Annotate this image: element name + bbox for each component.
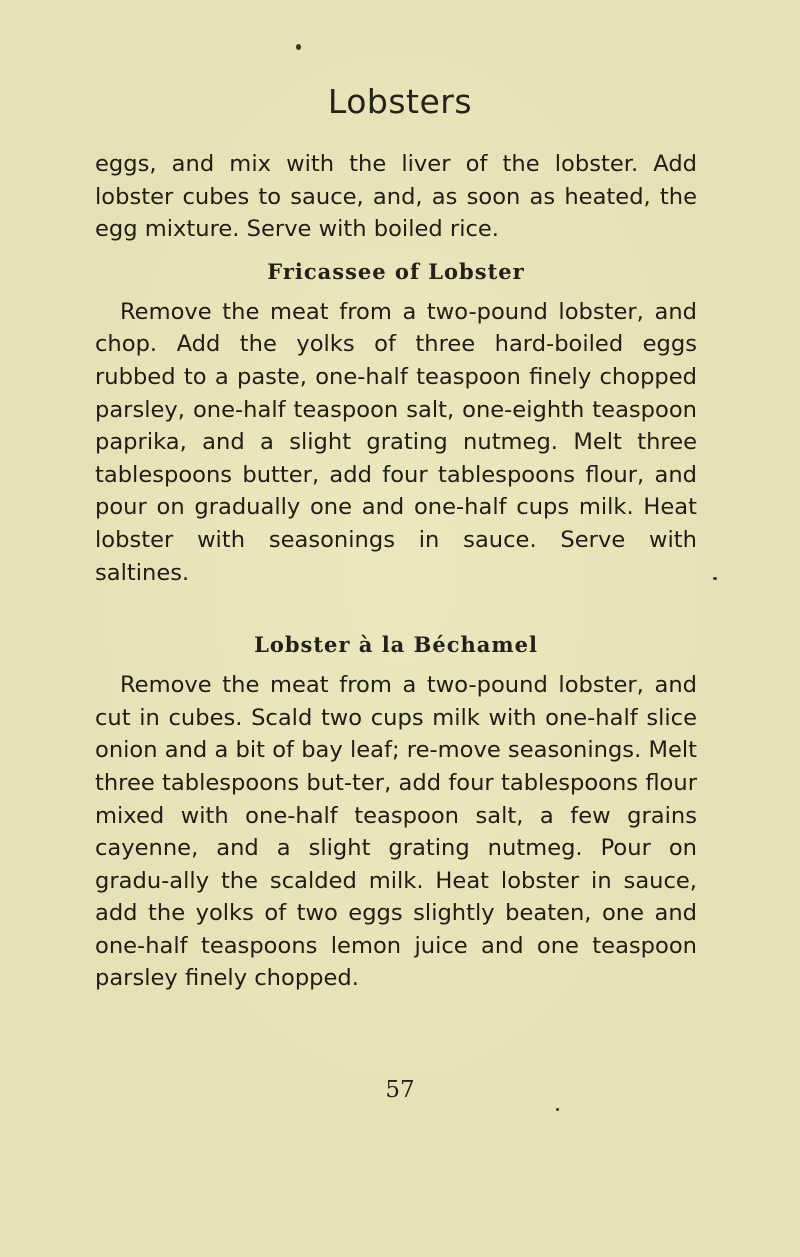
- paper-speck: [713, 577, 717, 580]
- continuation-paragraph: eggs, and mix with the liver of the lobster. Add lobster cubes to sauce, and, as soon as heated, the egg mixture. Serve with boiled rice.: [95, 151, 697, 243]
- bechamel-paragraph: Remove the meat from a two-pound lobster, and cut in cubes. Scald two cups milk with one-half slice onion and a bit of bay leaf; re-move seasonings. Melt three tablespoons but-ter, add four tablespoons flour mixed with one-half teaspoon salt, a few grains cayenne, and a slight grating nutmeg. Pour on gradu-ally the scalded milk. Heat lobster in sauce, add the yolks of two eggs slightly beaten, one and one-half teaspoons lemon juice and one teaspoon parsley finely chopped.: [95, 672, 697, 992]
- running-head: Lobsters: [327, 82, 473, 121]
- paper-speck: [296, 44, 301, 50]
- page-number: 57: [385, 1077, 415, 1103]
- fricassee-title: Fricassee of Lobster: [267, 258, 525, 284]
- fricassee-paragraph: Remove the meat from a two-pound lobster, and chop. Add the yolks of three hard-boiled eggs rubbed to a paste, one-half teaspoon finely chopped parsley, one-half teaspoon salt, one-eighth teaspoon paprika, and a slight grating nutmeg. Melt three tablespoons butter, add four tablespoons flour, and pour on gradually one and one-half cups milk. Heat lobster with seasonings in sauce. Serve with saltines.: [95, 298, 697, 586]
- paper-speck: [556, 1108, 559, 1111]
- bechamel-title: Lobster à la Béchamel: [254, 632, 538, 658]
- page-body: [95, 148, 697, 995]
